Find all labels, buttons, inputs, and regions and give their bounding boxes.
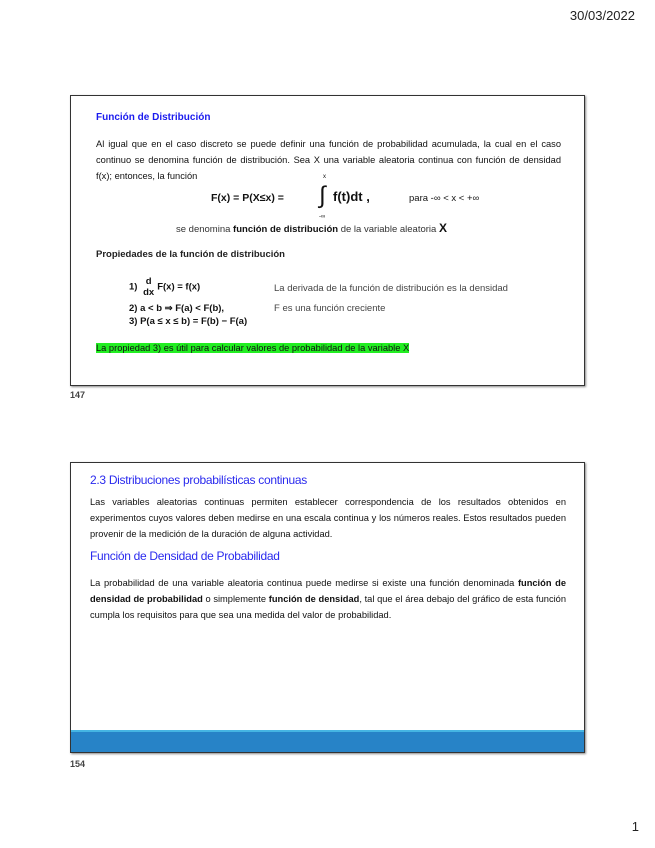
- density-paragraph: [90, 575, 566, 623]
- integral-upper: x: [323, 174, 326, 180]
- prop-expr: a < b ⇒ F(a) < F(b),: [140, 303, 225, 314]
- text: La probabilidad de una variable aleatoria continua puede medirse si existe una función denominada: [90, 578, 518, 588]
- prop-num: 2): [129, 303, 138, 314]
- definition-line: [176, 221, 447, 235]
- slide-154: [70, 462, 585, 753]
- integral-sign: ∫: [319, 182, 326, 209]
- slide-title: Función de Distribución: [96, 112, 211, 123]
- slide-label-147: 147: [70, 390, 86, 400]
- formula-lhs: F(x) = P(X≤x) =: [211, 192, 284, 204]
- page-number: 1: [631, 819, 639, 834]
- subsection-title: Función de Densidad de Probabilidad: [90, 549, 280, 563]
- properties-title: Propiedades de la función de distribución: [96, 249, 285, 260]
- prop-2: [129, 303, 224, 314]
- formula-integrand: f(t)dt ,: [333, 189, 370, 204]
- def-pre: se denomina: [176, 224, 234, 235]
- prop-expr: P(a ≤ x ≤ b) = F(b) − F(a): [140, 316, 248, 327]
- slide-147: [70, 95, 585, 386]
- footer-band: [71, 730, 584, 752]
- prop-1-desc: La derivada de la función de distribución es la densidad: [274, 283, 508, 294]
- prop-num: 1): [129, 281, 138, 293]
- intro-paragraph: Las variables aleatorias continuas permiten establecer correspondencia de los resultados obtenidos en experimentos cuyos valores deben medirse en una escala continua y los números reales. Estos resultados pueden provenir de la medición de la duración de alguna actividad.: [90, 497, 566, 539]
- paragraph: Al igual que en el caso discreto se puede definir una función de probabilidad acumulada, la cual en el caso continuo se denomina función de distribución. Sea X una variable aleatoria continua con función de densidad f(x); entonces, la función: [96, 139, 561, 181]
- derivative-fraction: d dx: [143, 276, 155, 298]
- bold-term: función de densidad de probabilidad: [90, 578, 567, 604]
- prop-num: 3): [129, 316, 138, 327]
- slide-label-154: 154: [70, 759, 86, 769]
- prop-2-desc: F es una función creciente: [274, 303, 386, 314]
- def-var: X: [438, 221, 447, 235]
- text: o simplemente: [202, 594, 269, 604]
- prop-1: 1) d dx F(x) = f(x): [129, 276, 201, 298]
- def-bold: función de distribución: [233, 224, 339, 235]
- def-post: de la variable aleatoria: [338, 224, 439, 235]
- integral-lower: -∞: [319, 214, 326, 220]
- text: , tal que el área debajo del gráfico de esta función cumpla los requisitos para que sea una medida del valor de probabilidad.: [90, 594, 567, 620]
- highlight-note: La propiedad 3) es útil para calcular valores de probabilidad de la variable X: [96, 343, 410, 353]
- section-title: 2.3 Distribuciones probabilísticas continuas: [90, 473, 307, 487]
- date: 30/03/2022: [569, 8, 635, 23]
- formula-range: para -∞ < x < +∞: [409, 193, 480, 204]
- bold-term: función de densidad: [268, 594, 360, 604]
- prop-3: [129, 316, 247, 327]
